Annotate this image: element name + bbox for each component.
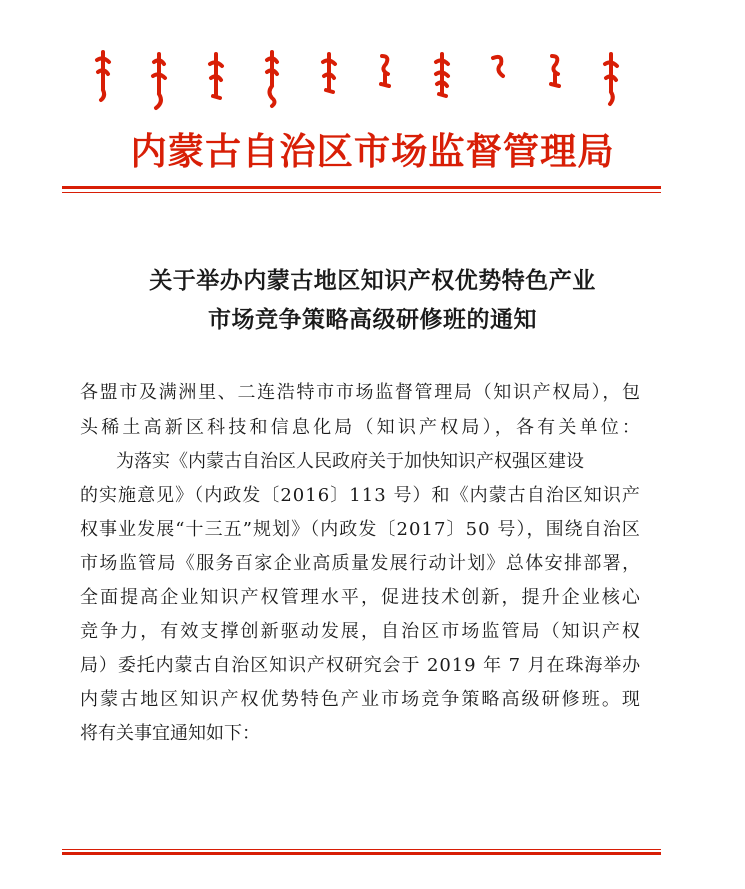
mongolian-word-1 [92,50,114,110]
body-line: 将有关事宜通知如下： [80,723,260,744]
body-line: 各盟市及满洲里、二连浩特市市场监督管理局（知识产权局），包 [80,382,642,403]
header-rule-thick [62,186,661,189]
body-line: 市场监管局《服务百家企业高质量发展行动计划》总体安排部署， [80,553,642,574]
notice-title-line-1: 关于举办内蒙古地区知识产权优势特色产业 [149,267,596,294]
body-line: 权事业发展“十三五”规划》（内政发〔2017〕50 号），围绕自治区 [80,519,641,540]
body-line: 为落实《内蒙古自治区人民政府关于加快知识产权强区建设 [116,451,584,472]
mongolian-word-3 [205,50,227,106]
footer-rule-thin [62,849,661,850]
mongolian-word-5 [318,50,340,100]
body-line: 的实施意见》（内政发〔2016〕113 号）和《内蒙古自治区知识产 [80,485,641,506]
mongolian-word-2 [148,50,170,112]
header-rule-thin [62,192,661,193]
body-line: 头稀土高新区科技和信息化局（知识产权局），各有关单位： [80,417,644,438]
agency-header-title: 内蒙古自治区市场监督管理局 [130,130,615,173]
footer-rule-thick [62,852,661,855]
body-line: 局）委托内蒙古自治区知识产权研究会于 2019 年 7 月在珠海举办 [80,655,642,676]
body-line: 竞争力，有效支撑创新驱动发展，自治区市场监管局（知识产权 [80,621,642,642]
mongolian-letterhead [92,50,622,112]
body-line: 全面提高企业知识产权管理水平，促进技术创新，提升企业核心 [80,587,642,608]
mongolian-word-8 [487,50,509,86]
mongolian-word-7 [431,50,453,106]
mongolian-word-9 [544,50,566,94]
mongolian-word-6 [374,50,396,94]
mongolian-word-10 [600,50,622,110]
notice-title-line-2: 市场竞争策略高级研修班的通知 [208,306,537,333]
body-line: 内蒙古地区知识产权优势特色产业市场竞争策略高级研修班。现 [80,689,642,710]
mongolian-word-4 [261,50,283,110]
